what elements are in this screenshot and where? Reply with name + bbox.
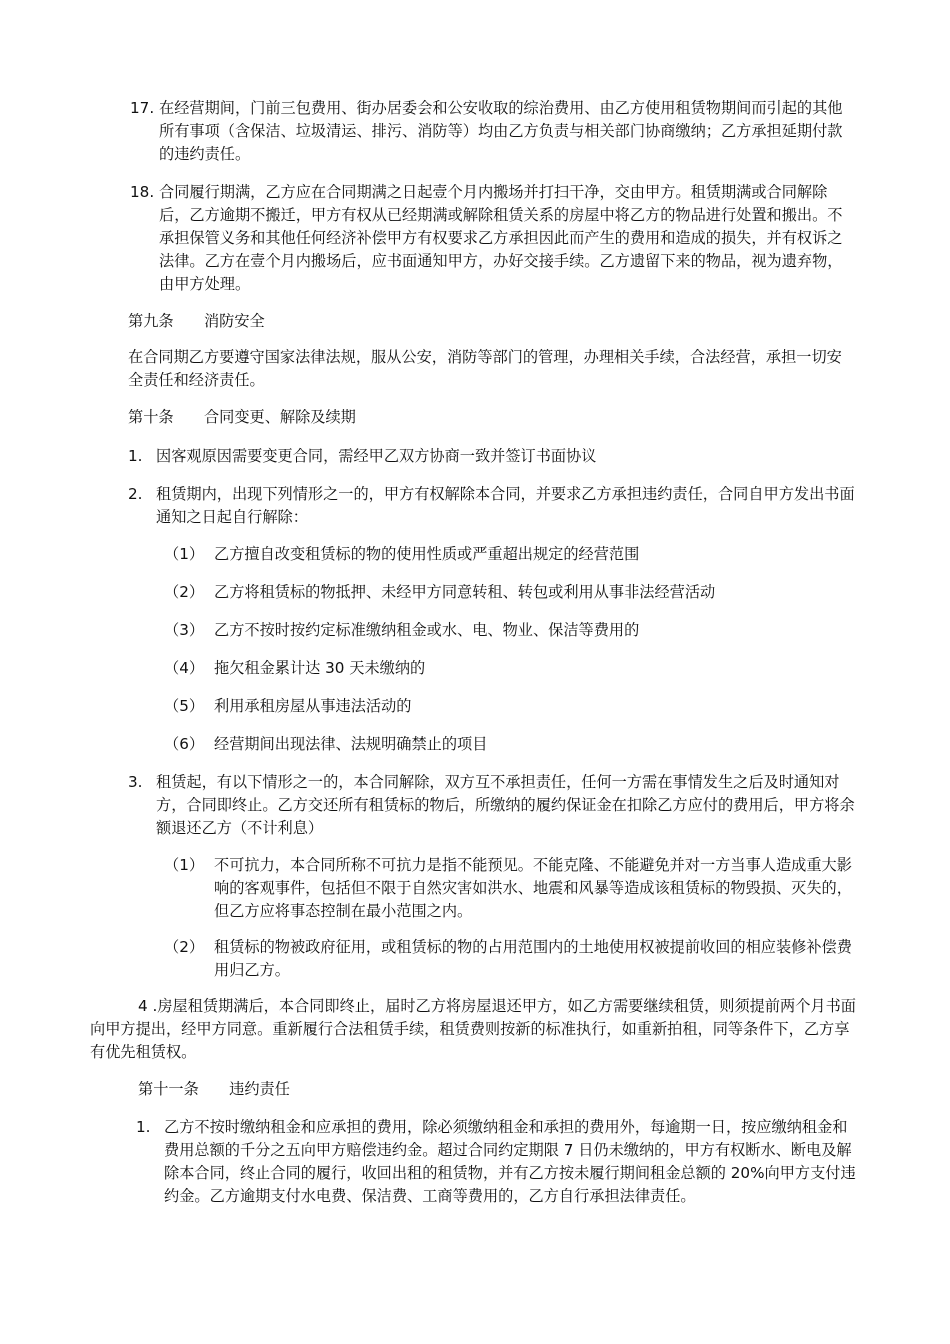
article-9-body: 在合同期乙方要遵守国家法律法规，服从公安，消防等部门的管理，办理相关手续，合法经营，承担一切安全责任和经济责任。 [128, 348, 842, 389]
article-9-heading: 第九条 消防安全 [128, 312, 265, 330]
list-item-text: 合同履行期满，乙方应在合同期满之日起壹个月内搬场并打扫干净，交由甲方。租赁期满或合同解除后，乙方逾期不搬迁，甲方有权从已经期满或解除租赁关系的房屋中将乙方的物品进行处置和搬出。不承担保管义务和其他任何经济补偿甲方有权要求乙方承担因此而产生的费用和造成的损失，并有权诉之法律。乙方在壹个月内搬场后，应书面通知甲方，办好交接手续。乙方遗留下来的物品，视为遗弃物，由甲方处理。 [159, 183, 843, 293]
sub-clause-number: （4） [164, 659, 205, 677]
clause-text: 租赁起，有以下情形之一的，本合同解除，双方互不承担责任，任何一方需在事情发生之后及时通知对方，合同即终止。乙方交还所有租赁标的物后，所缴纳的履约保证金在扣除乙方应付的费用后，甲方将余额退还乙方（不计利息） [156, 773, 855, 837]
sub-clause-number: （5） [164, 697, 205, 715]
sub-clause-number: （2） [164, 583, 205, 601]
sub-clause-text: 利用承租房屋从事违法活动的 [214, 697, 412, 715]
sub-clause-number: （1） [164, 545, 205, 563]
clause-text: 乙方不按时缴纳租金和应承担的费用，除必须缴纳租金和承担的费用外，每逾期一日，按应缴纳租金和费用总额的千分之五向甲方赔偿违约金。超过合同约定期限 7 日仍未缴纳的，甲方有权断水、断电及解除本合同，终止合同的履行，收回出租的租赁物，并有乙方按未履行期间租金总额的 20%向甲方支付违约金。乙方逾期支付水电费、保洁费、工商等费用的，乙方自行承担法律责任。 [164, 1118, 856, 1205]
sub-clause-text: 不可抗力，本合同所称不可抗力是指不能预见。不能克隆、不能避免并对一方当事人造成重大影响的客观事件，包括但不限于自然灾害如洪水、地震和风暴等造成该租赁标的物毁损、灭失的，但乙方应将事态控制在最小范围之内。 [214, 856, 852, 920]
clause-number: 2. [128, 485, 143, 503]
sub-clause-text: 乙方擅自改变租赁标的物的使用性质或严重超出规定的经营范围 [214, 545, 640, 563]
article-10-heading: 第十条 合同变更、解除及续期 [128, 408, 356, 426]
clause-4-paragraph: 4 .房屋租赁期满后，本合同即终止，届时乙方将房屋退还甲方，如乙方需要继续租赁，则须提前两个月书面向甲方提出，经甲方同意。重新履行合法租赁手续，租赁费则按新的标准执行，如重新拍租，同等条件下，乙方享有优先租赁权。 [90, 997, 856, 1061]
clause-number: 3. [128, 773, 143, 791]
sub-clause-number: （2） [164, 938, 205, 956]
sub-clause-number: （6） [164, 735, 205, 753]
sub-clause-text: 乙方不按时按约定标准缴纳租金或水、电、物业、保洁等费用的 [214, 621, 640, 639]
sub-clause-number: （3） [164, 621, 205, 639]
clause-number: 1. [128, 447, 143, 465]
article-11-heading: 第十一条 违约责任 [138, 1080, 290, 1098]
clause-text: 租赁期内，出现下列情形之一的，甲方有权解除本合同，并要求乙方承担违约责任，合同自甲方发出书面通知之日起自行解除： [156, 485, 855, 526]
sub-clause-number: （1） [164, 856, 205, 874]
list-item-text: 在经营期间，门前三包费用、街办居委会和公安收取的综治费用、由乙方使用租赁物期间而引起的其他所有事项（含保洁、垃圾清运、排污、消防等）均由乙方负责与相关部门协商缴纳；乙方承担延期付款的违约责任。 [159, 99, 843, 163]
sub-clause-text: 乙方将租赁标的物抵押、未经甲方同意转租、转包或利用从事非法经营活动 [214, 583, 716, 601]
list-item-number: 18. [130, 183, 155, 201]
sub-clause-text: 拖欠租金累计达 30 天未缴纳的 [214, 659, 426, 677]
clause-number: 1. [136, 1118, 151, 1136]
clause-text: 因客观原因需要变更合同，需经甲乙双方协商一致并签订书面协议 [156, 447, 597, 465]
sub-clause-text: 经营期间出现法律、法规明确禁止的项目 [214, 735, 488, 753]
list-item-number: 17. [130, 99, 155, 117]
sub-clause-text: 租赁标的物被政府征用，或租赁标的物的占用范围内的土地使用权被提前收回的相应装修补偿费用归乙方。 [214, 938, 852, 979]
